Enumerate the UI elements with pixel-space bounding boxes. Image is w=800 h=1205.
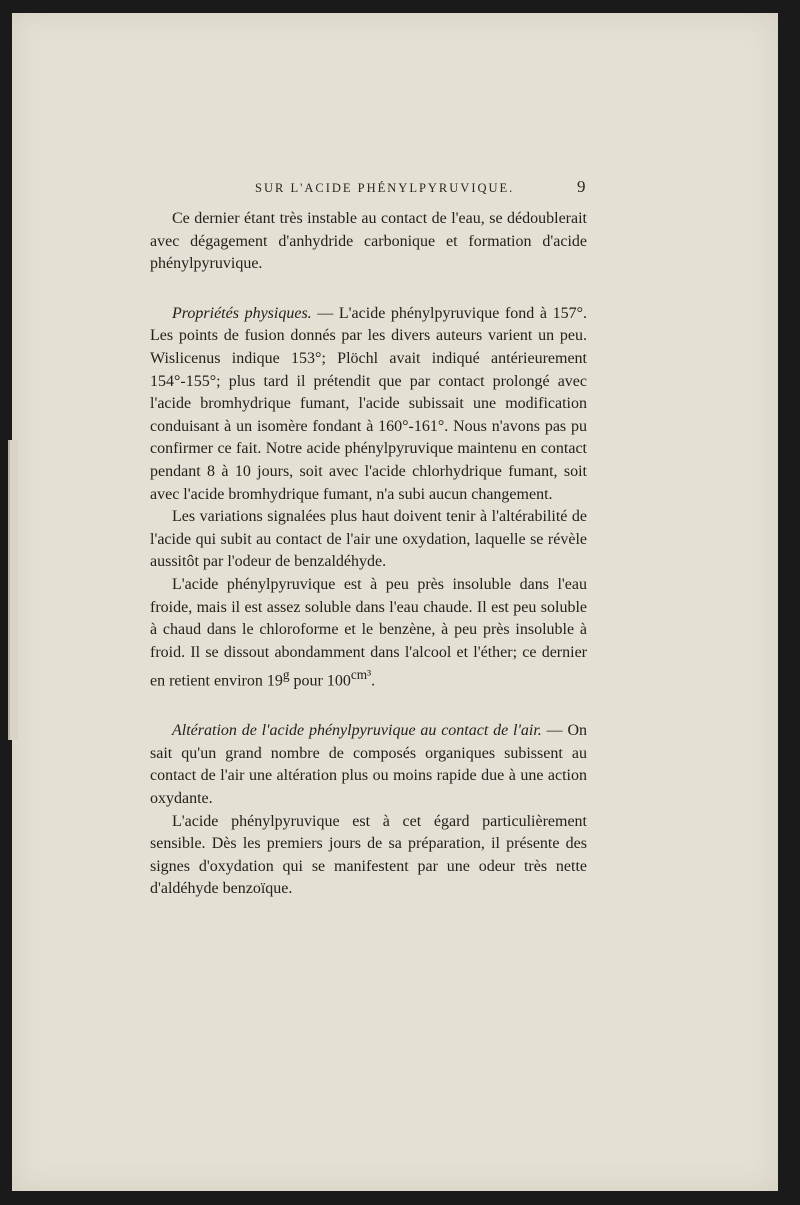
paragraph-text: pour 100 (289, 672, 351, 690)
superscript: g (282, 667, 290, 683)
paragraph-text: L'acide phénylpyruvique est à peu près insoluble dans l'eau froide, mais il est assez soluble dans l'eau chaude. Il est peu soluble à chaud dans le chloroforme et le benzène, à peu près insoluble à froid. Il se dissout abondamment dans l'alcool et l'éther; ce dernier en retient environ 19 (150, 575, 587, 690)
section-gap (150, 693, 587, 720)
paragraph (150, 720, 587, 810)
section-gap (150, 276, 587, 303)
paragraph: Ce dernier étant très instable au contact de l'eau, se dédoublerait avec dégagement d'anhydride carbonique et formation d'acide phénylpyruvique. (150, 210, 587, 273)
paragraph-text: . (371, 672, 376, 690)
paragraph: L'acide phénylpyruvique est à cet égard particulièrement sensible. Dès les premiers jours de sa préparation, il présente des signes d'oxydation qui se manifestent par une odeur très nette d'aldéhyde benzoïque. (150, 812, 587, 898)
running-head-title: SUR L'ACIDE PHÉNYLPYRUVIQUE. (255, 181, 515, 195)
paragraph (150, 574, 587, 693)
page-number: 9 (577, 177, 586, 196)
section-heading: Altération de l'acide phénylpyruvique au contact de l'air. (172, 722, 542, 740)
superscript: cm³ (350, 667, 372, 683)
paragraph (150, 303, 587, 506)
paragraph-text: — L'acide phénylpyruvique fond à 157°. Les points de fusion donnés par les divers auteurs varient un peu. Wislicenus indique 153°; Plöchl avait indiqué antérieurement 154°-155°; plus tard il prétendit que par contact prolongé avec l'acide bromhydrique fumant, l'acide subissait une modification conduisant à un isomère fondant à 160°-161°. Nous n'avons pas pu confirmer ce fait. Notre acide phénylpyruvique maintenu en contact pendant 8 à 10 jours, soit avec l'acide chlorhydrique fumant, soit avec l'acide bromhydrique fumant, n'a subi aucun changement. (150, 304, 587, 503)
section-heading: Propriétés physiques. (172, 304, 312, 322)
page-edge (8, 440, 18, 740)
paragraph: Les variations signalées plus haut doivent tenir à l'altérabilité de l'acide qui subit au contact de l'air une oxydation, laquelle se révèle aussitôt par l'odeur de benzaldéhyde. (150, 508, 587, 571)
paragraph-text: — On sait qu'un grand nombre de composés organiques subissent au contact de l'air une altération plus ou moins rapide due à une action oxydante. (150, 722, 587, 807)
page-body (150, 208, 587, 901)
